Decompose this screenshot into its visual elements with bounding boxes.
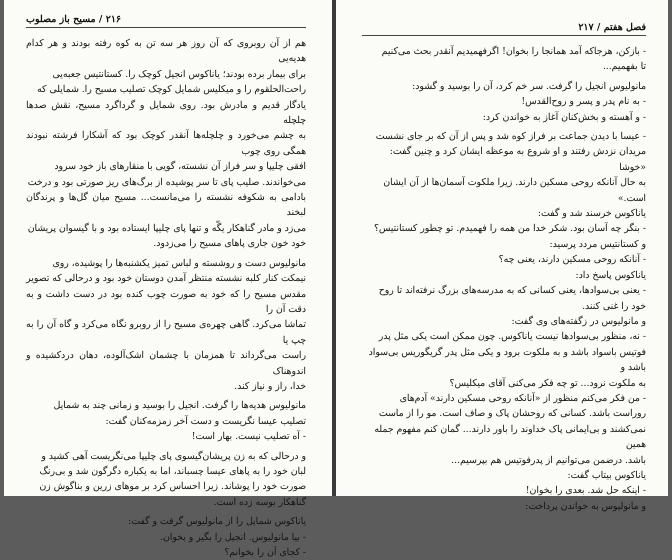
left-paragraph-1: هم از آن روبروی که آن روز هر سه تن به کوه رفته بودند و هر کدام هدیه‌یی برای بیمار برده بودند؛ یاناکوس انجیل کوچک را. کستانتیس جعبه‌یی راحت‌الحلقوم را و میکلیس شمایل کوچک تصلیب مسیح را. شمایلی که یادگار قدیم و مادرش بود. روی شمایل و گرداگرد مسیح، نقش صدها چلچله به چشم می‌خورد و چلچله‌ها آنقدر کوچک بود که آشکارا فرشته نبودند همگی روی چوب افقی چلیپا و سر فراز آن نشسته، گویی با منقارهای باز خود سرود می‌خواندند. صلیب پای تا سر پوشیده از برگ‌های ریز صورتی بود و درخت بادامی به شکوفه نشسته را می‌مانست... مسیح میان گل‌ها و پرندگان لبخند می‌زد و مادر گناهکار یگّه و تنها پای چلیپا ایستاده بود و با گیسوان پریشان خود خون جاری پاهای مسیح را می‌زدود. xyxy=(26,38,306,250)
right-paragraph-3: - عیسا با دیدن جماعت بر فراز کوه شد و پس از آن که بر جای نشست مریدان نزدش رفتند و او شروع به موعظه ایشان کرد و چنین گفت: «خوشا به حال آنانکه روحی مسکین دارند. زیرا ملکوت آسمان‌ها از آن ایشان است.» یاناکوس خرسند شد و گفت: - بنگر چه آسان بود. شکر خدا من همه را فهمیدم. تو چطور کستانتیس؟ و کستانتیس مردد پرسید: - آنانکه روحی مسکین دارند، یعنی چه؟ یاناکوس پاسخ داد: - یعنی بی‌سوادها، یعنی کسانی که به مدرسه‌های بزرگ نرفته‌اند تا روح خود را غنی کنند. و مانولیوس در زگفته‌های وی گفت: - نه، منظور بی‌سوادها نیست یاناکوس. چون ممکن است یکی مثل پدر فوتیس باسواد باشد و به ملکوت برود و یکی مثل پدر گریگوریس بی‌سواد باشد و به ملکوت نرود... تو چه فکر می‌کنی آقای میکلیس؟ - من فکر می‌کنم منظور از «آنانکه روحی مسکین دارند» آدم‌های روراست باشد. کسانی که روحشان پاک و صاف است. مو را از ماست نمی‌کشند و بی‌ایمانی پاک خداوند را باور دارند... گمان کنم مفهوم جمله همین باشد. درضمن می‌توانیم از پدرفوتیس هم بپرسیم... یاناکوس بیتاب گفت: - اینکه حل شد. بعدی را بخوان! و مانولیوس به خواندن پرداخت: xyxy=(368,131,646,512)
left-paragraph-5: یاناکوس شمایل را از مانولیوس گرفت و گفت: - بیا مانولیوس. انجیل را بگیر و بخوان. - کجای آن را بخوانم؟ xyxy=(128,516,306,558)
right-page-header: فصل هفتم / ۲۱۷ xyxy=(362,22,646,36)
left-paragraph-3: مانولیوس هدیه‌ها را گرفت. انجیل را بوسید و زمانی چند به شمایل تصلیب عیسا نگریست و دست آخر زمزمه‌کنان گفت: - آه تصلیب نیست. بهار است! xyxy=(53,400,306,443)
right-paragraph-1: - بازکن، هرجاکه آمد همانجا را بخوان! اگرفهمیدیم آنقدر بحث می‌کنیم تا بفهمیم... xyxy=(381,46,646,73)
right-paragraph-2: مانولیوس انجیل را گرفت. سر خم کرد، آن را بوسید و گشود: - به نام پدر و پسر و روح‌القدس! - و آهسته و بخش‌کنان آغاز به خواندن کرد: xyxy=(412,80,646,123)
left-paragraph-4: و درحالی که به زن پریشان‌گیسوی پای چلیپا می‌نگریست آهی کشید و لبان خود را به پاهای عیسا چسباند، اما به یکباره دگرگون شد و بی‌رنگ صورت خود را پوشاند. زیرا احساس کرد بر موهای زرین و بناگوش زن گناهکار بوسه زده است. xyxy=(39,450,306,508)
left-page xyxy=(4,0,332,558)
right-page xyxy=(336,0,668,512)
left-page-header: ۲۱۶ / مسیح باز مصلوب xyxy=(26,14,306,28)
left-paragraph-2: مانولیوس دست و روشسته و لباس تمیز یکشنبه‌ها را پوشیده، روی نیمکت کنار کلبه نشسته منتظر آمدن دوستان خود بود و درحالی که تصویر مقدس مسیح را که خود به صورت چوب کنده بود در دست داشت و به دقت آن را تماشا می‌کرد. گاهی چهره‌ی مسیح را از روبرو نگاه می‌کرد و گاه آن را به چپ یا راست می‌گرداند تا همزمان با چشمان اشک‌آلوده، دهان دردکشیده و اندوهناک خدا، راز و نیاز کند. xyxy=(26,257,306,392)
